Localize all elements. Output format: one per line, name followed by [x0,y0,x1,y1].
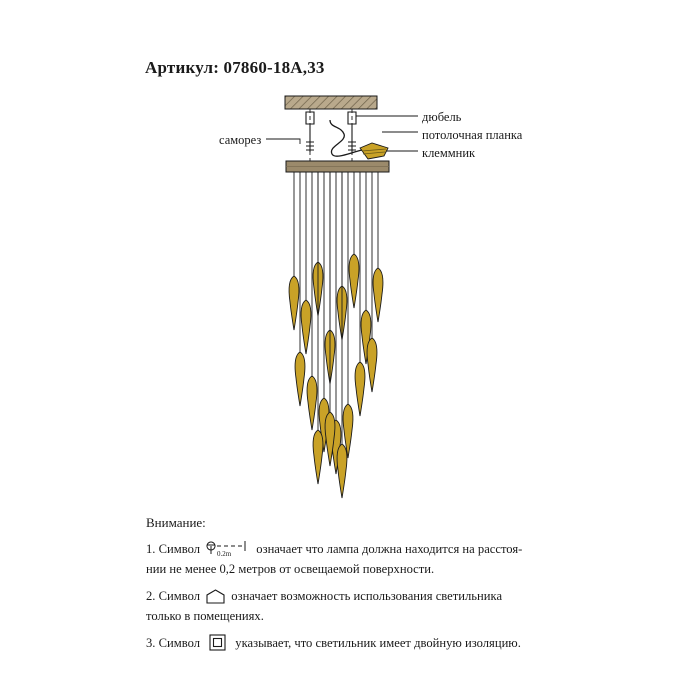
note-item-3 [146,633,576,653]
note-item-1 [146,539,576,580]
pendant-group [289,172,383,498]
note-3-text-line1: указывает, что светильник имеет двойную изоляцию. [235,635,521,650]
pendant [349,172,359,308]
mounting-bar-icon [286,161,389,172]
notes-heading: Внимание: [146,515,206,530]
pendant [361,172,371,364]
pendant [319,172,329,452]
min-distance-value: 0.2m [217,550,232,558]
pendant [337,172,347,498]
pendant [325,172,335,466]
note-2-text-line2: только в помещениях. [146,609,264,624]
pendant [289,172,299,330]
pendant [301,172,311,354]
callout-label-samorez: саморез [219,133,262,147]
note-1-number: 1. Символ [146,542,200,557]
wire-icon [330,120,362,156]
note-2-number: 2. Символ [146,588,200,603]
pendant [373,172,383,322]
min-distance-icon [205,539,251,557]
page-title: Артикул: 07860-18A,33 [145,58,325,77]
callout-label-potolochnaya-planka: потолочная планка [422,128,523,142]
note-1-text-line1: означает что лампа должна находится на расстоя- [256,542,523,557]
note-item-2 [146,586,576,627]
house-indoor-icon [206,589,225,604]
note-3-number: 3. Символ [146,635,200,650]
terminal-block-icon [360,143,388,159]
double-insulation-icon [209,634,226,651]
note-2-text-line1: означает возможность использования светильника [231,588,503,603]
callout-label-dyubel: дюбель [422,110,462,124]
pendant [313,172,323,484]
warning-notes [146,512,576,659]
callout-label-klemmnik: клеммник [422,146,476,160]
note-1-text-line2: нии не менее 0,2 метров от освещаемой поверхности. [146,562,435,577]
leader-lines [266,116,418,151]
screw-icon [306,124,356,152]
ceiling-plate-icon [285,96,377,109]
